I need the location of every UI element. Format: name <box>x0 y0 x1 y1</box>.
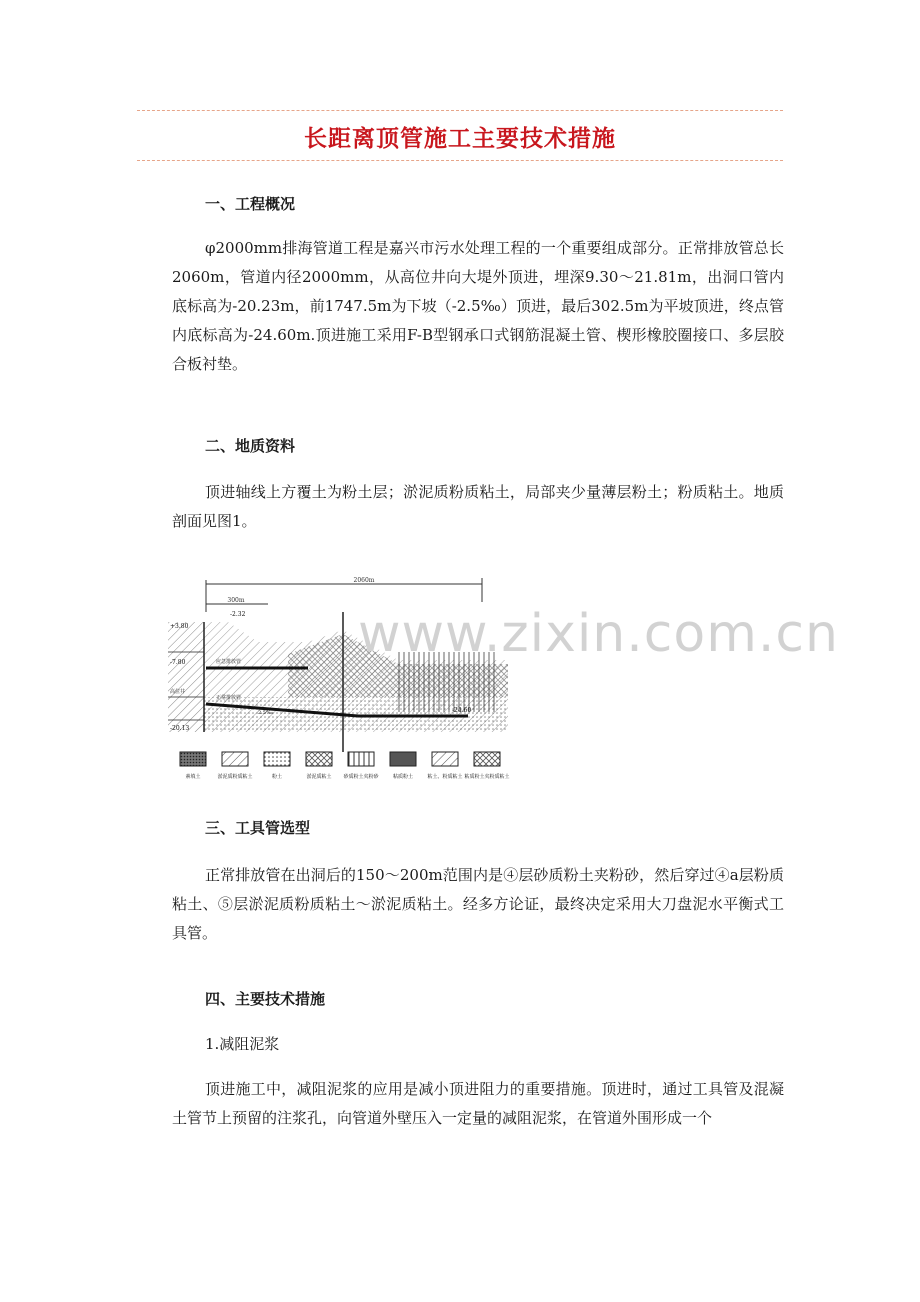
section-4-heading: 四、主要技术措施 <box>205 990 326 1008</box>
section-2-heading: 二、地质资料 <box>205 437 296 455</box>
section-2-paragraph: 顶进轴线上方覆土为粉土层；淤泥质粉质粘土，局部夹少量薄层粉土；粉质粘土。地质剖面见图1。 <box>172 483 784 530</box>
legend-label-4: 淤泥质粘土 <box>306 774 332 780</box>
elevation-2: -2.32 <box>230 611 246 618</box>
pipe-label-normal: 正常排放管 <box>216 695 242 701</box>
shaft-label: 高位井 <box>170 689 186 695</box>
document-title: 长距离顶管施工主要技术措施 <box>304 125 616 152</box>
legend-label-6: 粘质粉土 <box>392 774 414 780</box>
elevation-3: -7.80 <box>170 659 186 666</box>
dimension-total: 2060m <box>353 577 375 584</box>
title-top-rule <box>137 110 783 111</box>
elevation-5: -24.60 <box>452 707 472 714</box>
pipe-label-emergency: 应急排放管 <box>216 659 242 665</box>
section-4-subheading: 1.减阻泥浆 <box>205 1035 280 1053</box>
legend <box>180 752 510 780</box>
section-1-heading: 一、工程概况 <box>205 195 296 213</box>
legend-label-1: 素填土 <box>185 774 201 780</box>
elevation-1: +3.80 <box>170 623 189 630</box>
watermark: www.zixin.com.cn <box>358 604 839 664</box>
section-1-paragraph: φ2000mm排海管道工程是嘉兴市污水处理工程的一个重要组成部分。正常排放管总长2060m，管道内径2000mm，从高位井向大堤外顶进，埋深9.30～21.81m，出洞口管内底标高为-20.23m，前1747.5m为下坡（-2.5‰）顶进，最后302.5m为平坡顶进，终点管内底标高为-24.60m.顶进施工采用F-B型钢承口式钢筋混凝土管、楔形橡胶圈接口、多层胶合板衬垫。 <box>172 239 784 373</box>
legend-label-8: 粘质粉土夹粉质粘土 <box>464 774 510 780</box>
title-bottom-rule <box>137 160 783 161</box>
legend-label-7: 粘土、粉质粘土 <box>427 774 463 780</box>
section-4-paragraph: 顶进施工中，减阻泥浆的应用是减小顶进阻力的重要措施。顶进时，通过工具管及混凝土管节上预留的注浆孔，向管道外壁压入一定量的减阻泥浆，在管道外围形成一个 <box>172 1080 784 1127</box>
slope-label: 2.5‰ <box>258 710 273 716</box>
legend-label-5: 砂质粉土夹粉砂 <box>343 774 379 780</box>
section-3-heading: 三、工具管选型 <box>205 819 311 837</box>
section-3-paragraph: 正常排放管在出洞后的150～200m范围内是④层砂质粉土夹粉砂，然后穿过④a层粉质粘土、⑤层淤泥质粉质粘土～淤泥质粘土。经多方论证，最终决定采用大刀盘泥水平衡式工具管。 <box>172 866 784 942</box>
elevation-4: -20.13 <box>170 725 190 732</box>
legend-label-2: 淤泥质粉质粘土 <box>217 774 253 780</box>
legend-label-3: 粉土 <box>271 774 283 780</box>
dimension-partial: 300m <box>227 597 245 604</box>
